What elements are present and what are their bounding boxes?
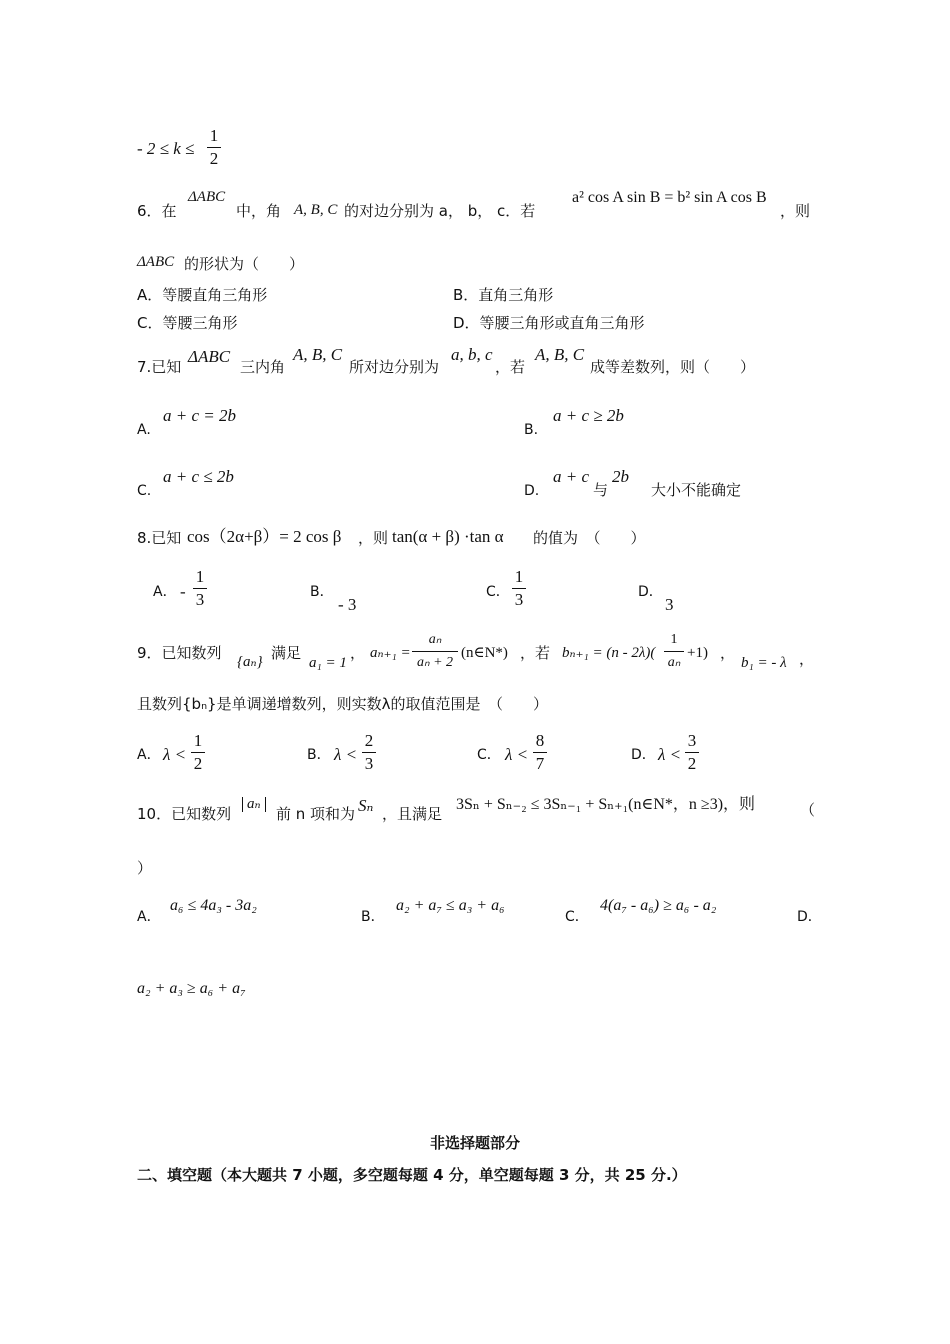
- q10-option-b: a₂ + a₇ ≤ a₃ + a₆: [396, 897, 505, 914]
- q8-a-num: 1: [195, 567, 205, 586]
- q8-text-2: 的值为 （ ）: [533, 529, 646, 547]
- q5-fraction: [207, 126, 221, 169]
- q9-option-c-fraction: [533, 731, 547, 774]
- q8-equation-2: tan(α + β) ·tan α: [392, 527, 504, 546]
- q8-option-c-fraction: [512, 567, 526, 610]
- q8-a-den: 3: [195, 590, 205, 609]
- q6-triangle: ΔABC: [188, 189, 226, 205]
- q9-recurrence-tail: (n∈N*): [461, 645, 508, 661]
- q9-option-b-label: B．: [307, 747, 331, 763]
- q6-option-c: C．等腰三角形: [137, 314, 238, 332]
- q9-b-num: 1: [670, 632, 678, 647]
- q7-option-b: a + c ≥ 2b: [553, 406, 624, 425]
- q9-b-den: aₙ: [667, 655, 681, 670]
- q10-option-c-label: C．: [565, 909, 589, 925]
- fraction-bar: [664, 651, 684, 652]
- q9-c-den: 7: [535, 754, 545, 773]
- q5-inequality: - 2 ≤ k ≤: [137, 139, 195, 158]
- q10-condition: 3Sₙ + Sₙ₋₂ ≤ 3Sₙ₋₁ + Sₙ₊₁(n∈N*，n ≥3)，则: [456, 796, 756, 813]
- q8-option-b: - 3: [338, 595, 357, 614]
- q10-option-d: a₂ + a₃ ≥ a₆ + a₇: [137, 980, 246, 997]
- q9-line2: 且数列{bₙ}是单调递增数列，则实数λ的取值范围是 （ ）: [137, 695, 548, 713]
- q9-text-4: ，: [720, 644, 736, 662]
- q9-d-num: 3: [687, 731, 697, 750]
- q9-option-a-lhs: λ <: [163, 745, 187, 764]
- q6-option-a: A．等腰直角三角形: [137, 286, 268, 304]
- q10-option-d-label: D．: [797, 909, 822, 925]
- q5-frac-den: 2: [209, 149, 219, 168]
- q10-option-c: 4(a₇ - a₆) ≥ a₆ - a₂: [600, 897, 717, 914]
- q9-sequence: {aₙ}: [237, 654, 263, 670]
- q6-text-1: 中，角: [236, 202, 282, 220]
- section-heading: 二、填空题（本大题共 7 小题，多空题每题 4 分，单空题每题 3 分，共 25 分.）: [137, 1166, 687, 1184]
- q9-a1: a₁ = 1: [309, 655, 347, 671]
- q7-text-1: 三内角: [240, 358, 286, 376]
- q6-option-d: D．等腰三角形或直角三角形: [453, 314, 645, 332]
- q10-text-2: ，且满足: [382, 805, 443, 823]
- fraction-bar: [362, 752, 376, 753]
- q9-option-c-lhs: λ <: [505, 745, 529, 764]
- q9-option-b-lhs: λ <: [334, 745, 358, 764]
- q8-option-d-label: D．: [638, 584, 663, 600]
- fraction-bar: [193, 588, 207, 589]
- q6-text-2: 的对边分别为 a， b， c．若: [344, 202, 536, 220]
- q9-option-a-fraction: [191, 731, 205, 774]
- q6-number: 6．在: [137, 202, 177, 220]
- q9-option-d-lhs: λ <: [658, 745, 682, 764]
- q8-c-den: 3: [514, 590, 524, 609]
- q8-number: 8.已知: [137, 529, 182, 547]
- q9-text-1: 满足: [271, 644, 302, 662]
- q9-option-a-label: A．: [137, 747, 161, 763]
- q9-c-num: 8: [535, 731, 545, 750]
- q9-option-d-label: D．: [631, 747, 656, 763]
- q8-option-a-label: A．: [153, 584, 177, 600]
- fraction-bar: [412, 651, 458, 652]
- q7-option-d-mid: 与: [593, 481, 609, 499]
- q7-option-c-label: C.: [137, 483, 152, 499]
- fraction-bar: [512, 588, 526, 589]
- q9-a-den: 2: [193, 754, 203, 773]
- q9-rec-num: aₙ: [428, 632, 442, 647]
- q10-sequence: aₙ: [242, 797, 266, 812]
- q7-option-d-expr2: 2b: [612, 467, 629, 486]
- q7-text-2: 所对边分别为: [349, 358, 440, 376]
- q7-option-c: a + c ≤ 2b: [163, 467, 234, 486]
- q7-sides: a, b, c: [451, 345, 493, 364]
- q9-text-5: ，: [799, 650, 815, 668]
- q10-number: 10．已知数列: [137, 805, 232, 823]
- q10-option-a-label: A．: [137, 909, 161, 925]
- q7-angles-2: A, B, C: [535, 345, 585, 364]
- q9-b-lhs: bₙ₊₁ = (n - 2λ)(: [562, 645, 656, 661]
- q7-triangle: ΔABC: [188, 347, 231, 366]
- q9-option-d-fraction: [685, 731, 699, 774]
- q9-option-b-fraction: [362, 731, 376, 774]
- q9-number: 9．已知数列: [137, 644, 222, 662]
- q8-option-a-fraction: [193, 567, 207, 610]
- q10-option-a: a₆ ≤ 4a₃ - 3a₂: [170, 897, 257, 914]
- q9-b-fraction: [664, 630, 684, 673]
- q8-option-b-label: B．: [310, 584, 334, 600]
- q10-paren-close: ）: [137, 859, 153, 877]
- fraction-bar: [207, 147, 221, 148]
- q10-text-1: 前 n 项和为: [276, 805, 356, 823]
- q5-frac-num: 1: [209, 126, 219, 145]
- q7-option-d-tail: 大小不能确定: [651, 481, 742, 499]
- q9-option-c-label: C．: [477, 747, 501, 763]
- q9-text-2: ，: [350, 644, 366, 662]
- q9-rec-den: aₙ + 2: [416, 655, 454, 670]
- q6-triangle-2: ΔABC: [137, 254, 175, 270]
- q10-paren-open: （: [800, 801, 816, 819]
- q6-angles: A, B, C: [294, 202, 338, 218]
- section-title: 非选择题部分: [429, 1134, 520, 1152]
- q8-c-num: 1: [514, 567, 524, 586]
- q9-recurrence-lhs: aₙ₊₁ =: [370, 645, 411, 661]
- q7-option-d-label: D.: [524, 483, 540, 499]
- q9-text-3: ，若: [520, 644, 551, 662]
- q9-b-tail: +1): [687, 645, 708, 661]
- q9-a-num: 1: [193, 731, 203, 750]
- q10-sn: Sₙ: [358, 796, 374, 815]
- q8-option-c-label: C．: [486, 584, 510, 600]
- q7-angles: A, B, C: [293, 345, 343, 364]
- q6-option-b: B．直角三角形: [453, 286, 554, 304]
- q7-text-3: ，若: [495, 358, 526, 376]
- q9-d-den: 2: [687, 754, 697, 773]
- q6-equation: a² cos A sin B = b² sin A cos B: [572, 189, 767, 206]
- q7-text-4: 成等差数列，则（ ）: [590, 358, 756, 376]
- q9-b-opt-den: 3: [364, 754, 374, 773]
- q7-option-d-expr1: a + c: [553, 467, 590, 486]
- q7-option-a: a + c = 2b: [163, 406, 236, 425]
- q8-equation-1: cos（2α+β）= 2 cos β: [187, 527, 342, 546]
- q7-option-b-label: B.: [524, 422, 539, 438]
- fraction-bar: [191, 752, 205, 753]
- q9-b1: b₁ = - λ: [741, 655, 787, 671]
- q7-number: 7.已知: [137, 358, 182, 376]
- fraction-bar: [685, 752, 699, 753]
- q8-text-1: ，则: [358, 529, 389, 547]
- q10-option-b-label: B．: [361, 909, 385, 925]
- q9-recurrence-fraction: [412, 630, 458, 673]
- fraction-bar: [533, 752, 547, 753]
- q6-text-3: ，则: [780, 202, 811, 220]
- q8-option-d: 3: [665, 595, 674, 614]
- q9-b-opt-num: 2: [364, 731, 374, 750]
- q6-line2: 的形状为（ ）: [184, 255, 305, 273]
- q7-option-a-label: A.: [137, 422, 151, 438]
- q8-option-a-sign: -: [180, 582, 186, 601]
